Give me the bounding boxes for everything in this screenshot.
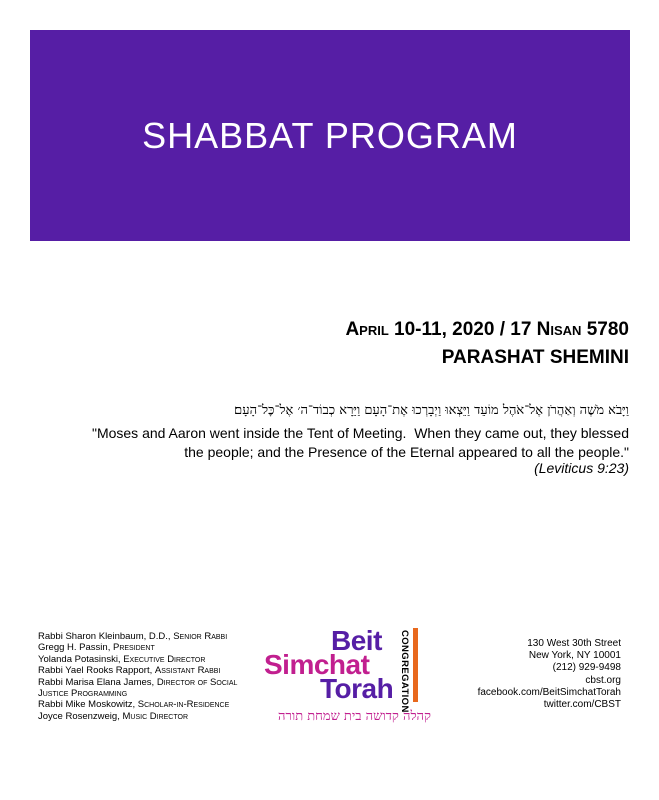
logo-word-torah: Torah <box>320 673 394 704</box>
staff-name: Rabbi Mike Moskowitz, <box>38 699 138 711</box>
verse-translation <box>49 424 629 462</box>
verse-translation-line-2: the people; and the Presence of the Eternal appeared to all the people." <box>184 444 629 460</box>
contact-twitter: twitter.com/CBST <box>543 699 621 711</box>
staff-name: Yolanda Potasinski, <box>38 653 124 665</box>
verse-citation: (Leviticus 9:23) <box>534 460 629 476</box>
contact-info <box>401 638 621 711</box>
contact-website: cbst.org <box>585 674 621 686</box>
contact-address-line-1: 130 West 30th Street <box>527 638 621 649</box>
contact-address-line-2: New York, NY 10001 <box>528 650 621 662</box>
staff-role: Director of Social <box>156 676 238 688</box>
staff-row <box>38 631 258 642</box>
staff-row <box>38 711 258 722</box>
staff-row <box>38 665 258 676</box>
staff-name: Rabbi Marisa Elana James, <box>38 676 157 688</box>
staff-name: Gregg H. Passin, <box>38 642 113 654</box>
staff-row <box>38 699 258 710</box>
logo-hebrew-name: קהלה קדושה בית שמחת תורה <box>278 709 431 724</box>
staff-name: Rabbi Yael Rooks Rapport, <box>38 665 155 677</box>
program-date: April 10-11, 2020 / 17 Nisan 5780 <box>345 319 629 340</box>
contact-phone: (212) 929-9498 <box>552 662 621 674</box>
staff-role: Scholar-in-Residence <box>137 699 230 711</box>
verse-hebrew: וַיָּבֹא מֹשֶׁה וְאַהֲרֹן אֶל־אֹהֶל מוֹעֵד וַיֵּצְאוּ וַיְבָרְכוּ אֶת־הָעָם וַיֵּרָא כְבוֹד־ה׳ אֶל־כׇּל־הָעָם׃ <box>234 403 629 418</box>
staff-role: Executive Director <box>123 653 206 665</box>
staff-name: Joyce Rosenzweig, <box>38 710 123 722</box>
logo-word-beit: Beit <box>331 625 382 656</box>
staff-row <box>38 654 258 665</box>
staff-name: Rabbi Sharon Kleinbaum, D.D., <box>38 631 174 642</box>
staff-row <box>38 688 258 699</box>
title-banner <box>30 30 630 241</box>
parasha-name: PARASHAT SHEMINI <box>441 347 629 368</box>
contact-facebook: facebook.com/BeitSimchatTorah <box>477 686 621 698</box>
staff-role: President <box>112 642 155 654</box>
staff-row <box>38 677 258 688</box>
staff-role: Justice Programming <box>38 688 128 700</box>
staff-role: Music Director <box>122 710 188 722</box>
staff-row <box>38 642 258 653</box>
staff-role: Senior Rabbi <box>173 631 228 642</box>
staff-role: Assistant Rabbi <box>154 665 221 677</box>
logo-word-simchat: Simchat <box>264 649 370 680</box>
staff-list <box>38 631 258 722</box>
banner-title: SHABBAT PROGRAM <box>142 114 518 156</box>
logo-congregation-label: CONGREGATION <box>399 630 410 713</box>
verse-translation-line-1: "Moses and Aaron went inside the Tent of Meeting. When they came out, they blessed <box>91 425 629 441</box>
